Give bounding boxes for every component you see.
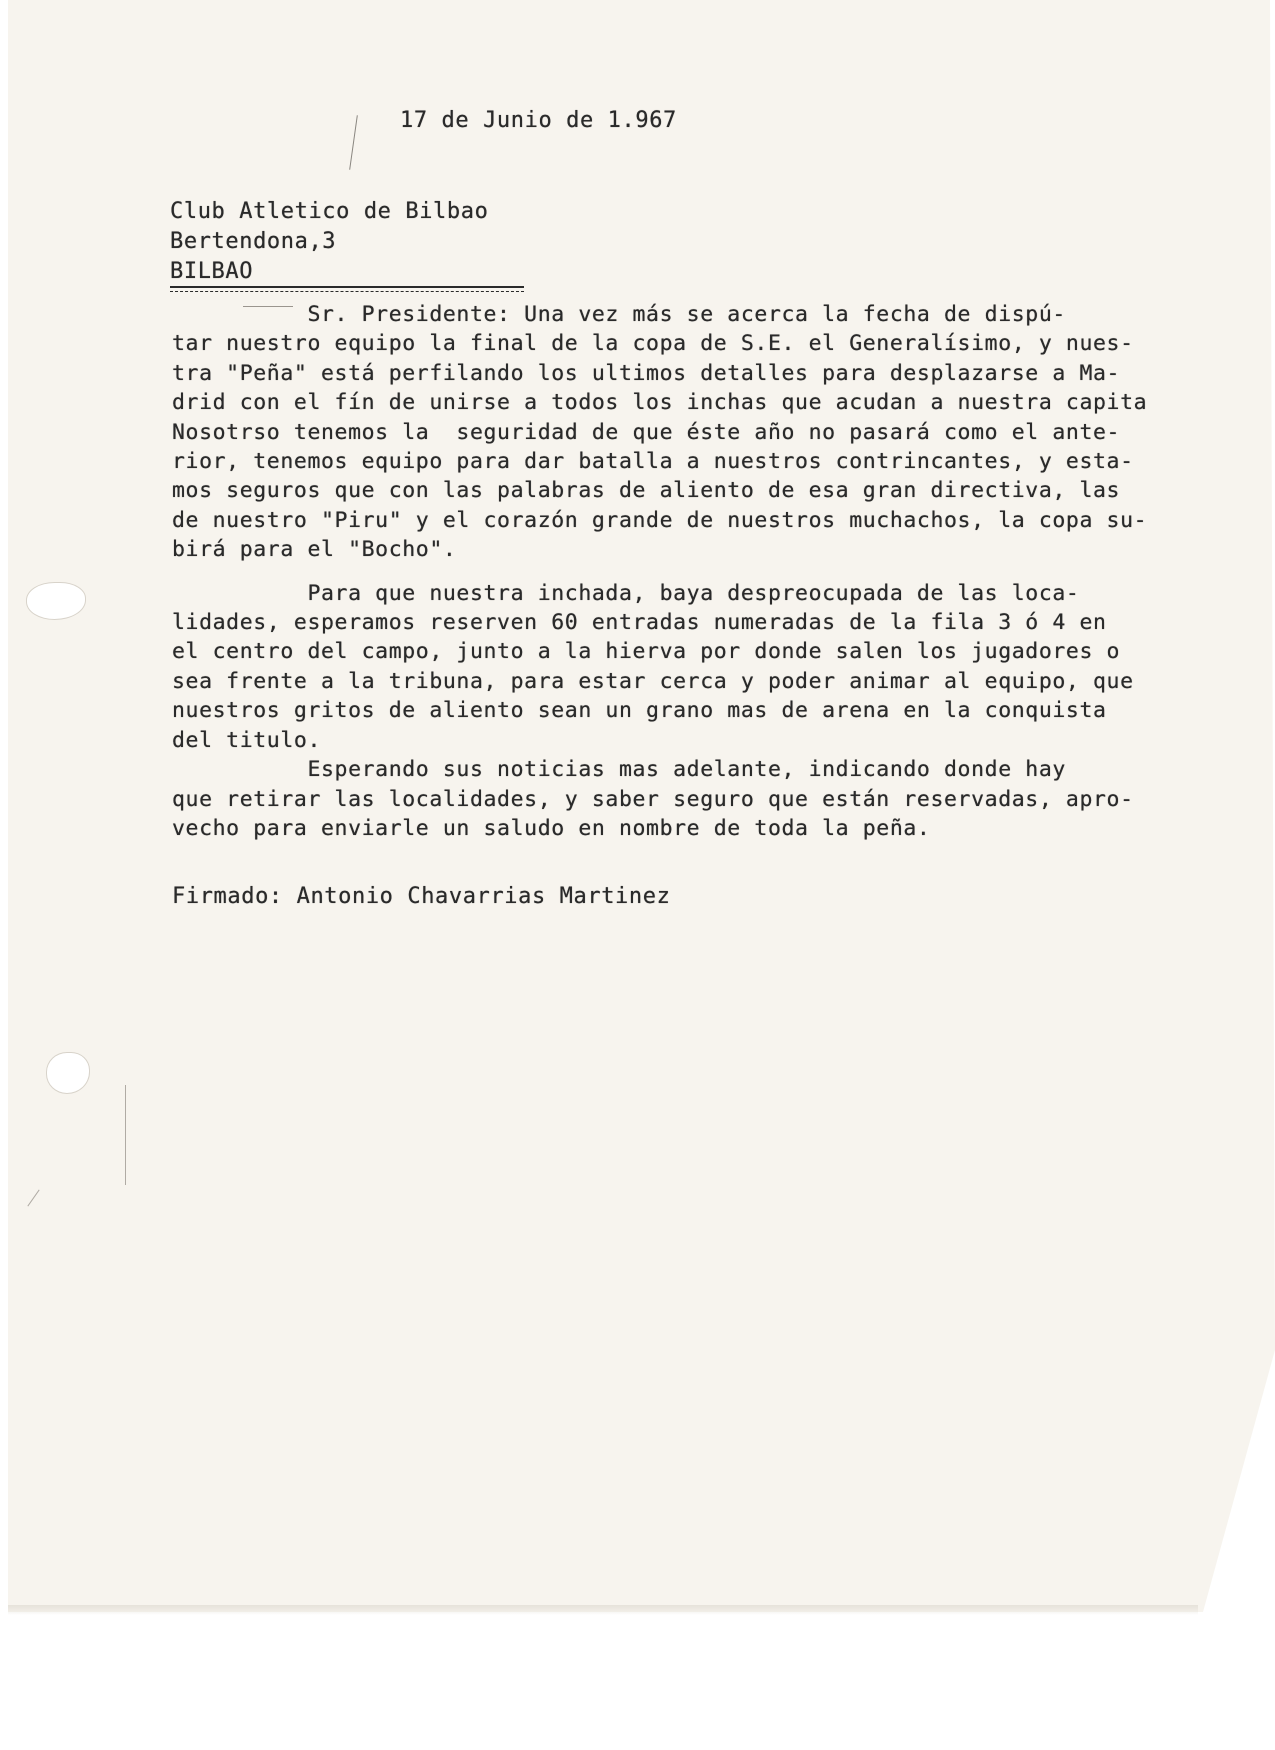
body-line: que retirar las localidades, y saber seguro que están reservadas, apro-: [172, 786, 1134, 812]
body-line: sea frente a la tribuna, para estar cerca y poder animar al equipo, que: [172, 668, 1134, 694]
letter-date: 17 de Junio de 1.967: [400, 108, 677, 133]
body-line: nuestros gritos de aliento sean un grano mas de arena en la conquista: [172, 698, 1107, 724]
body-line: birá para el "Bocho".: [172, 537, 457, 563]
address-underline-dashed: [170, 291, 524, 292]
body-line: mos seguros que con las palabras de aliento de esa gran directiva, las: [172, 478, 1121, 504]
recipient-name: Club Atletico de Bilbao: [170, 199, 489, 224]
body-line: del titulo.: [172, 727, 321, 753]
letter-body: [172, 300, 1272, 843]
body-line: de nuestro "Piru" y el corazón grande de nuestros muchachos, la copa su-: [172, 507, 1148, 533]
body-line: Sr. Presidente: Una vez más se acerca la fecha de dispú-: [172, 302, 1066, 327]
body-line: drid con el fín de unirse a todos los inchas que acudan a nuestra capita: [172, 390, 1148, 416]
body-line: tar nuestro equipo la final de la copa de S.E. el Generalísimo, y nues-: [172, 331, 1134, 357]
body-line: Para que nuestra inchada, baya despreocupada de las loca-: [172, 580, 1080, 606]
body-line: Nosotrso tenemos la seguridad de que éste año no pasará como el ante-: [172, 419, 1121, 445]
recipient-street: Bertendona,3: [170, 229, 337, 254]
body-line: el centro del campo, junto a la hierva por donde salen los jugadores o: [172, 639, 1121, 665]
body-line: lidades, esperamos reserven 60 entradas numeradas de la fila 3 ó 4 en: [172, 610, 1107, 636]
paper-edge-shadow: [8, 1605, 1198, 1615]
body-line: vecho para enviarle un saludo en nombre de toda la peña.: [172, 815, 931, 841]
address-underline: [170, 286, 524, 288]
body-line: tra "Peña" está perfilando los ultimos detalles para desplazarse a Ma-: [172, 360, 1121, 386]
recipient-address: [170, 197, 488, 287]
pencil-mark: [125, 1085, 126, 1185]
signature-line: Firmado: Antonio Chavarrias Martinez: [172, 884, 671, 909]
paragraph-gap: [172, 565, 1272, 579]
recipient-city: BILBAO: [170, 259, 254, 284]
body-line: Esperando sus noticias mas adelante, indicando donde hay: [172, 757, 1066, 783]
body-line: rior, tenemos equipo para dar batalla a nuestros contrincantes, y esta-: [172, 449, 1134, 475]
